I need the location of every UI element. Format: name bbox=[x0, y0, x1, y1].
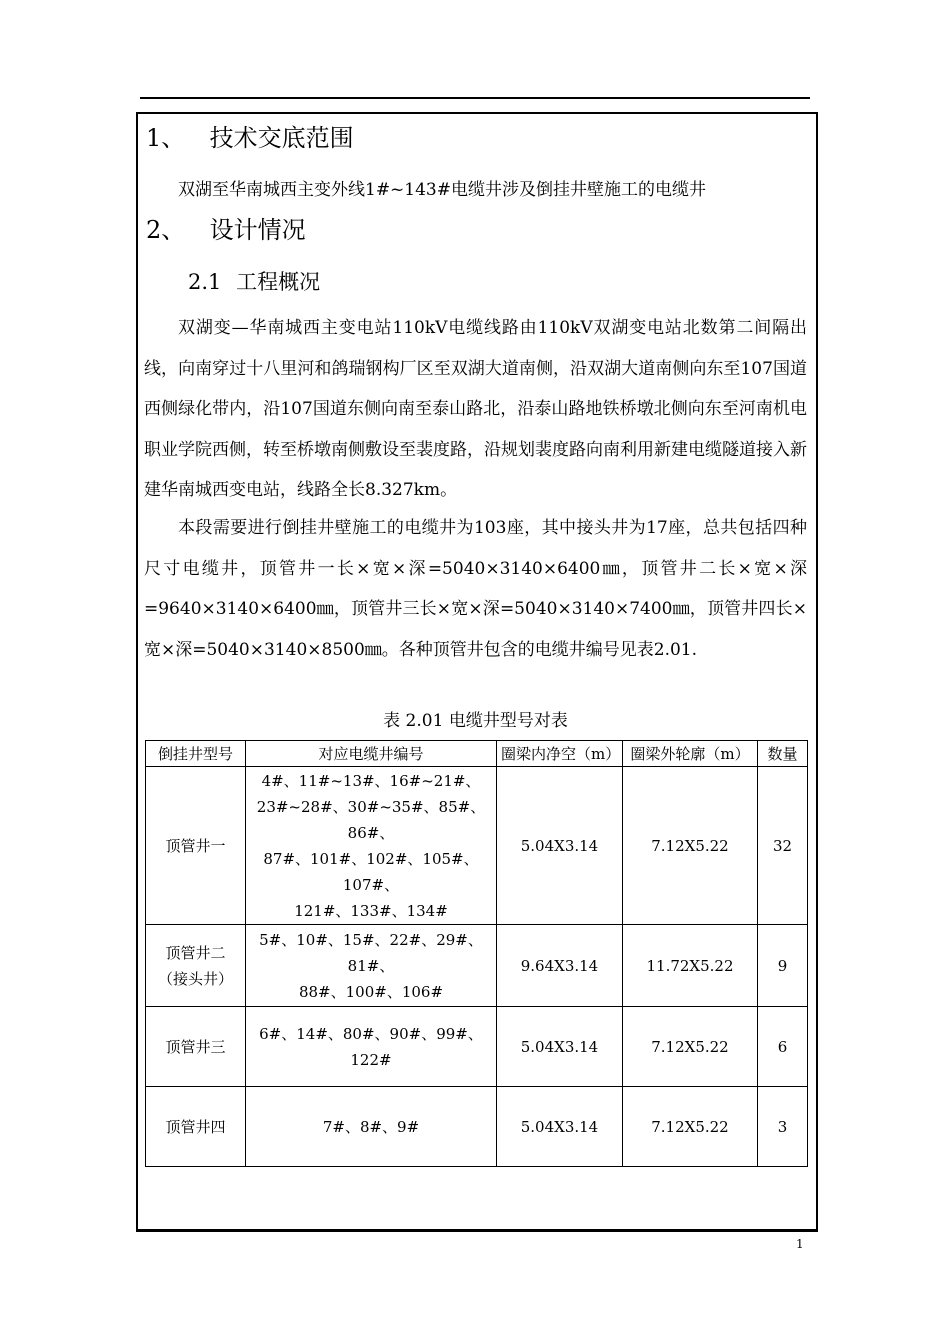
cell-outer: 7.12X5.22 bbox=[623, 1007, 758, 1087]
wells-line: 87#、101#、102#、105#、107#、 bbox=[263, 849, 479, 894]
wells-line: 88#、100#、106# bbox=[298, 982, 444, 1001]
cell-wells bbox=[246, 767, 497, 925]
page-number: 1 bbox=[796, 1237, 804, 1251]
table-header-row bbox=[146, 741, 808, 767]
section2-heading bbox=[146, 210, 306, 245]
header-wells: 对应电缆井编号 bbox=[246, 741, 497, 767]
section2-title: 设计情况 bbox=[209, 216, 306, 244]
header-count: 数量 bbox=[758, 741, 808, 767]
cell-type bbox=[146, 925, 246, 1007]
header-outer: 圈梁外轮廓（m） bbox=[623, 741, 758, 767]
cell-outer: 11.72X5.22 bbox=[623, 925, 758, 1007]
cell-type: 顶管井三 bbox=[146, 1007, 246, 1087]
cell-type: 顶管井四 bbox=[146, 1087, 246, 1167]
cell-wells bbox=[246, 925, 497, 1007]
section2-number: 2、 bbox=[146, 216, 186, 244]
subsection-title: 工程概况 bbox=[236, 270, 321, 294]
wells-line: 121#、133#、134# bbox=[294, 901, 448, 920]
header-rule bbox=[140, 97, 810, 99]
cell-count: 6 bbox=[758, 1007, 808, 1087]
cell-wells bbox=[246, 1087, 497, 1167]
scope-paragraph: 本段需要进行倒挂井壁施工的电缆井为103座，其中接头井为17座，总共包括四种尺寸电缆井，顶管井一长×宽×深=5040×3140×6400㎜，顶管井二长×宽×深=9640×3140×6400㎜，顶管井三长×宽×深=5040×3140×7400㎜，顶管井四长×宽×深=5040×3140×8500㎜。各种顶管井包含的电缆井编号见表2.01. bbox=[144, 518, 807, 660]
table-row bbox=[146, 1007, 808, 1087]
header-inner: 圈梁内净空（m） bbox=[497, 741, 623, 767]
wells-line: 5#、10#、15#、22#、29#、81#、 bbox=[259, 930, 483, 975]
header-type: 倒挂井型号 bbox=[146, 741, 246, 767]
cell-count: 3 bbox=[758, 1087, 808, 1167]
subsection-number: 2.1 bbox=[188, 270, 222, 294]
section1-heading bbox=[146, 118, 354, 153]
table-row bbox=[146, 925, 808, 1007]
type-sublabel: （接头井） bbox=[157, 969, 233, 988]
type-label: 顶管井二 bbox=[165, 943, 226, 962]
subsection-heading bbox=[188, 266, 320, 296]
table-row bbox=[146, 1087, 808, 1167]
cell-count: 32 bbox=[758, 767, 808, 925]
section1-text: 双湖至华南城西主变外线1#~143#电缆井涉及倒挂井壁施工的电缆井 bbox=[178, 180, 706, 200]
wells-line: 23#~28#、30#~35#、85#、86#、 bbox=[256, 797, 486, 842]
overview-paragraph: 双湖变—华南城西主变电站110kV电缆线路由110kV双湖变电站北数第二间隔出线，向南穿过十八里河和鸽瑞钢构厂区至双湖大道南侧，沿双湖大道南侧向东至107国道西侧绿化带内，沿107国道东侧向南至泰山路北，沿泰山路地铁桥墩北侧向东至河南机电职业学院西侧，转至桥墩南侧敷设至裴度路，沿规划裴度路向南利用新建电缆隧道接入新建华南城西变电站，线路全长8.327km。 bbox=[144, 318, 807, 500]
cell-inner: 5.04X3.14 bbox=[497, 767, 623, 925]
cell-type: 顶管井一 bbox=[146, 767, 246, 925]
well-type-table bbox=[145, 740, 808, 1167]
cell-outer: 7.12X5.22 bbox=[623, 767, 758, 925]
cell-wells bbox=[246, 1007, 497, 1087]
section1-title: 技术交底范围 bbox=[209, 124, 354, 152]
cell-inner: 5.04X3.14 bbox=[497, 1007, 623, 1087]
cell-inner: 5.04X3.14 bbox=[497, 1087, 623, 1167]
table-caption: 表 2.01 电缆井型号对表 bbox=[383, 711, 568, 731]
wells-line: 6#、14#、80#、90#、99#、122# bbox=[259, 1024, 483, 1069]
wells-line: 7#、8#、9# bbox=[322, 1117, 420, 1136]
wells-line: 4#、11#~13#、16#~21#、 bbox=[261, 771, 481, 790]
cell-count: 9 bbox=[758, 925, 808, 1007]
cell-outer: 7.12X5.22 bbox=[623, 1087, 758, 1167]
table-row bbox=[146, 767, 808, 925]
section1-number: 1、 bbox=[146, 124, 186, 152]
cell-inner: 9.64X3.14 bbox=[497, 925, 623, 1007]
